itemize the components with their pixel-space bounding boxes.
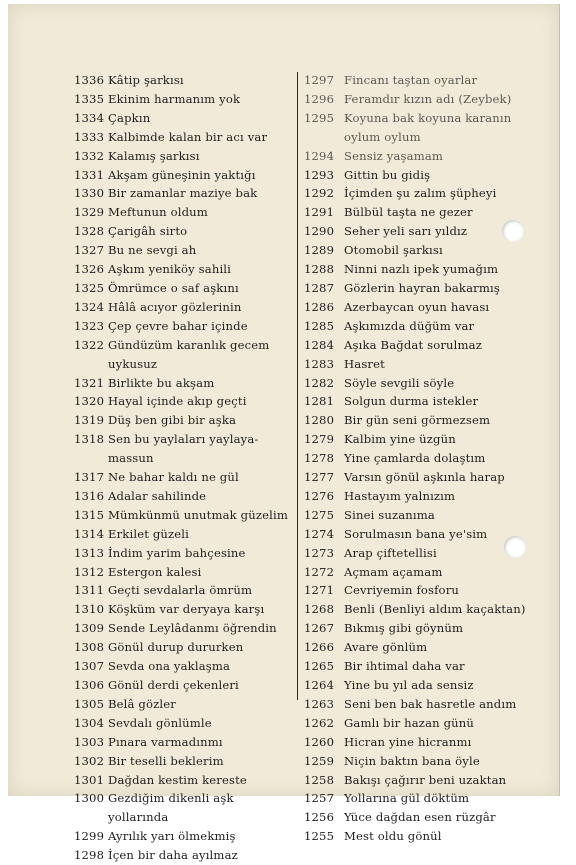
list-entry [74, 468, 296, 487]
entry-number: 1299 [74, 829, 105, 844]
entry-title: Düş ben gibi bir aşka [108, 413, 237, 428]
entry-number: 1329 [74, 205, 105, 220]
entry-title: Arap çiftetellisi [344, 545, 437, 560]
list-entry [304, 336, 546, 355]
list-entry [74, 166, 296, 185]
list-entry [74, 279, 296, 298]
list-entry [304, 241, 546, 260]
list-entry [74, 203, 296, 222]
list-entry [304, 733, 546, 752]
list-entry [304, 430, 546, 449]
entry-title: Mümkünmü unutmak güzelim [108, 507, 288, 522]
entry-title: Seni ben bak hasretle andım [344, 696, 517, 711]
list-entry [74, 563, 296, 582]
entry-number: 1288 [304, 262, 335, 277]
entry-title: Bakışı çağırır beni uzaktan [344, 772, 507, 787]
list-entry [74, 733, 296, 752]
entry-number: 1265 [304, 659, 335, 674]
list-entry [304, 260, 546, 279]
entry-title: İçen bir daha ayılmaz [108, 848, 238, 863]
entry-number: 1263 [304, 696, 335, 711]
entry-title: Erkilet güzeli [108, 526, 190, 541]
entry-title: Estergon kalesi [108, 564, 202, 579]
entry-number: 1311 [74, 583, 105, 598]
list-entry [74, 619, 296, 638]
entry-number: 1281 [304, 394, 335, 409]
entry-number: 1266 [304, 640, 335, 655]
list-entry [74, 241, 296, 260]
entry-number: 1305 [74, 696, 105, 711]
entry-title: Aşıka Bağdat sorulmaz [344, 337, 482, 352]
entry-number: 1319 [74, 413, 105, 428]
entry-title: Sorulmasın bana ye'sim [344, 526, 488, 541]
entry-number: 1316 [74, 488, 105, 503]
entry-title: Bir ihtimal daha var [344, 659, 465, 674]
list-entry [304, 166, 546, 185]
list-entry [74, 657, 296, 676]
entry-number: 1260 [304, 734, 335, 749]
entry-title: Bülbül taşta ne gezer [344, 205, 473, 220]
entry-number: 1317 [74, 470, 105, 485]
list-entry [304, 374, 546, 393]
entry-title: Hasret [344, 356, 385, 371]
column-divider [297, 72, 298, 700]
entry-number: 1335 [74, 91, 105, 106]
entry-number: 1295 [304, 110, 335, 125]
entry-title: İndim yarim bahçesine [108, 545, 246, 560]
entry-number: 1271 [304, 583, 335, 598]
entry-number: 1334 [74, 110, 105, 125]
entry-number: 1314 [74, 526, 105, 541]
entry-number: 1300 [74, 791, 105, 806]
entry-title: Çapkın [108, 110, 151, 125]
list-entry [304, 657, 546, 676]
entry-title: Bu ne sevgi ah [108, 243, 197, 258]
entry-title: Hayal içinde akıp geçti [108, 394, 247, 409]
list-entry [74, 846, 296, 865]
list-entry [74, 317, 296, 336]
entry-number: 1268 [304, 602, 335, 617]
entry-title: Gamlı bir hazan günü [344, 715, 474, 730]
list-entry [304, 506, 546, 525]
list-entry [74, 147, 296, 166]
list-entry [304, 581, 546, 600]
entry-number: 1257 [304, 791, 335, 806]
entry-title: Otomobil şarkısı [344, 243, 443, 258]
entry-number: 1285 [304, 318, 335, 333]
list-entry [74, 525, 296, 544]
list-entry [304, 695, 546, 714]
list-entry [74, 392, 296, 411]
entry-number: 1255 [304, 829, 335, 844]
entry-number: 1315 [74, 507, 105, 522]
entry-number: 1328 [74, 224, 105, 239]
list-entry [74, 71, 296, 90]
list-entry [74, 827, 296, 846]
entry-title: Sende Leylâdanmı öğrendin [108, 621, 277, 636]
entry-title: Sevdalı gönlümle [108, 715, 212, 730]
entry-title: Avare gönlüm [344, 640, 428, 655]
entry-title: Ne bahar kaldı ne gül [108, 470, 239, 485]
list-entry [74, 771, 296, 790]
list-entry [304, 392, 546, 411]
entry-title: Yine çamlarda dolaştım [344, 451, 486, 466]
list-entry [74, 128, 296, 147]
entry-title: Sinei suzanıma [344, 507, 435, 522]
entry-title: Aşkım yeniköy sahili [108, 262, 232, 277]
list-entry [74, 430, 296, 468]
list-entry [74, 109, 296, 128]
list-entry [304, 714, 546, 733]
list-entry [304, 827, 546, 846]
entry-number: 1277 [304, 470, 335, 485]
entry-number: 1323 [74, 318, 105, 333]
entry-number: 1332 [74, 148, 105, 163]
entry-number: 1294 [304, 148, 335, 163]
entry-number: 1286 [304, 299, 335, 314]
entry-number: 1297 [304, 73, 335, 87]
list-entry [74, 544, 296, 563]
entry-title: Kalbim yine üzgün [344, 432, 456, 447]
entry-title: İçimden şu zalım şüpheyi [344, 186, 497, 201]
entry-title: Sensiz yaşamam [344, 148, 444, 163]
entry-title: Ekinim harmanım yok [108, 91, 241, 106]
entry-title: Kalamış şarkısı [108, 148, 200, 163]
entry-title: Ömrümce o saf aşkını [108, 280, 239, 295]
entry-number: 1274 [304, 526, 335, 541]
entry-number: 1336 [74, 73, 105, 87]
list-entry [74, 336, 296, 374]
entry-number: 1256 [304, 810, 335, 825]
entry-title: Gönül durup dururken [108, 640, 244, 655]
entry-title: Gönül derdi çekenleri [108, 678, 239, 692]
list-entry [74, 752, 296, 771]
entry-number: 1324 [74, 299, 105, 314]
entry-title: Açmam açamam [344, 564, 443, 579]
list-entry [304, 71, 546, 90]
entry-number: 1262 [304, 715, 335, 730]
entry-title: Çarigâh sirto [108, 224, 188, 239]
entry-number: 1312 [74, 564, 105, 579]
entry-title: Söyle sevgili söyle [344, 375, 455, 390]
entry-number: 1331 [74, 167, 105, 182]
entry-number: 1318 [74, 432, 105, 447]
list-entry [304, 789, 546, 808]
right-column-list [304, 71, 546, 846]
entry-title: Sen bu yaylaları yaylaya-massun [108, 432, 259, 466]
list-entry [74, 581, 296, 600]
list-entry [304, 676, 546, 695]
punch-hole [504, 536, 526, 558]
entry-title: Yüce dağdan esen rüzgâr [344, 810, 496, 825]
entry-number: 1282 [304, 375, 335, 390]
entry-number: 1306 [74, 678, 105, 692]
entry-number: 1267 [304, 621, 335, 636]
entry-title: Benli (Benliyi aldım kaçaktan) [344, 602, 526, 617]
entry-title: Yollarına gül döktüm [344, 791, 470, 806]
list-entry [74, 298, 296, 317]
entry-title: Birlikte bu akşam [108, 375, 215, 390]
entry-title: Gözlerin hayran bakarmış [344, 280, 500, 295]
list-entry [74, 676, 296, 695]
entry-title: Seher yeli sarı yıldız [344, 224, 468, 239]
list-entry [304, 109, 546, 147]
list-entry [304, 298, 546, 317]
entry-number: 1259 [304, 753, 335, 768]
entry-number: 1304 [74, 715, 105, 730]
entry-number: 1302 [74, 753, 105, 768]
entry-title: Sevda ona yaklaşma [108, 659, 231, 674]
entry-number: 1322 [74, 337, 105, 352]
entry-number: 1273 [304, 545, 335, 560]
entry-number: 1264 [304, 678, 335, 692]
entry-title: Çep çevre bahar içinde [108, 318, 248, 333]
entry-number: 1291 [304, 205, 335, 220]
entry-title: Hicran yine hicranmı [344, 734, 472, 749]
list-entry [304, 184, 546, 203]
entry-number: 1330 [74, 186, 105, 201]
punch-hole [502, 220, 524, 242]
entry-number: 1313 [74, 545, 105, 560]
entry-title: Geçti sevdalarla ömrüm [108, 583, 253, 598]
entry-number: 1321 [74, 375, 105, 390]
entry-number: 1307 [74, 659, 105, 674]
entry-number: 1272 [304, 564, 335, 579]
list-entry [74, 260, 296, 279]
list-entry [304, 411, 546, 430]
entry-title: Bıkmış gibi göynüm [344, 621, 464, 636]
entry-title: Aşkımızda düğüm var [344, 318, 475, 333]
entry-number: 1258 [304, 772, 335, 787]
entry-number: 1284 [304, 337, 335, 352]
entry-number: 1326 [74, 262, 105, 277]
list-entry [74, 695, 296, 714]
entry-number: 1278 [304, 451, 335, 466]
entry-title: Ayrılık yarı ölmekmiş [108, 829, 236, 844]
entry-title: Gittin bu gidiş [344, 167, 431, 182]
entry-title: Ninni nazlı ipek yumağım [344, 262, 499, 277]
entry-title: Mest oldu gönül [344, 829, 442, 844]
list-entry [304, 638, 546, 657]
entry-number: 1280 [304, 413, 335, 428]
entry-number: 1279 [304, 432, 335, 447]
entry-title: Gezdiğim dikenli aşk yollarında [108, 791, 234, 825]
list-entry [304, 468, 546, 487]
entry-title: Bir teselli beklerim [108, 753, 224, 768]
list-entry [304, 600, 546, 619]
list-entry [74, 222, 296, 241]
list-entry [304, 355, 546, 374]
entry-number: 1310 [74, 602, 105, 617]
entry-title: Hâlâ acıyor gözlerinin [108, 299, 242, 314]
entry-title: Solgun durma istekler [344, 394, 479, 409]
list-entry [74, 184, 296, 203]
entry-number: 1293 [304, 167, 335, 182]
entry-number: 1276 [304, 488, 335, 503]
entry-title: Koyuna bak koyuna karanın oylum oylum [344, 110, 512, 144]
entry-number: 1327 [74, 243, 105, 258]
entry-title: Bir zamanlar maziye bak [108, 186, 258, 201]
entry-title: Azerbaycan oyun havası [344, 299, 490, 314]
list-entry [304, 279, 546, 298]
entry-title: Yine bu yıl ada sensiz [344, 678, 474, 692]
entry-number: 1301 [74, 772, 105, 787]
entry-number: 1303 [74, 734, 105, 749]
left-column-list [74, 71, 296, 865]
list-entry [304, 449, 546, 468]
list-entry [74, 789, 296, 827]
list-entry [304, 317, 546, 336]
entry-number: 1309 [74, 621, 105, 636]
entry-title: Fincanı taştan oyarlar [344, 73, 478, 87]
list-entry [74, 714, 296, 733]
list-entry [304, 771, 546, 790]
list-entry [74, 506, 296, 525]
entry-title: Niçin baktın bana öyle [344, 753, 480, 768]
list-entry [304, 90, 546, 109]
list-entry [74, 638, 296, 657]
entry-title: Akşam güneşinin yaktığı [108, 167, 256, 182]
entry-title: Gündüzüm karanlık gecem uykusuz [108, 337, 270, 371]
entry-title: Köşküm var deryaya karşı [108, 602, 265, 617]
list-entry [304, 808, 546, 827]
entry-number: 1292 [304, 186, 335, 201]
list-entry [74, 374, 296, 393]
entry-title: Meftunun oldum [108, 205, 208, 220]
entry-title: Hastayım yalnızım [344, 488, 456, 503]
entry-title: Kalbimde kalan bir acı var [108, 129, 268, 144]
entry-number: 1289 [304, 243, 335, 258]
entry-title: Dağdan kestim kereste [108, 772, 247, 787]
list-entry [304, 752, 546, 771]
entry-title: Cevriyemin fosforu [344, 583, 459, 598]
list-entry [74, 90, 296, 109]
list-entry [304, 487, 546, 506]
entry-title: Belâ gözler [108, 696, 176, 711]
list-entry [304, 563, 546, 582]
list-entry [74, 487, 296, 506]
entry-title: Varsın gönül aşkınla harap [344, 470, 505, 485]
document-page [8, 4, 560, 863]
list-entry [304, 619, 546, 638]
entry-number: 1290 [304, 224, 335, 239]
entry-number: 1308 [74, 640, 105, 655]
entry-number: 1298 [74, 848, 105, 863]
entry-number: 1296 [304, 91, 335, 106]
entry-title: Kâtip şarkısı [108, 73, 184, 87]
entry-number: 1320 [74, 394, 105, 409]
entry-title: Pınara varmadınmı [108, 734, 223, 749]
list-entry [74, 411, 296, 430]
entry-number: 1333 [74, 129, 105, 144]
entry-title: Adalar sahilinde [108, 488, 207, 503]
entry-title: Feramdır kızın adı (Zeybek) [344, 91, 512, 106]
entry-number: 1325 [74, 280, 105, 295]
list-entry [304, 147, 546, 166]
entry-title: Bir gün seni görmezsem [344, 413, 491, 428]
entry-number: 1283 [304, 356, 335, 371]
list-entry [74, 600, 296, 619]
entry-number: 1287 [304, 280, 335, 295]
entry-number: 1275 [304, 507, 335, 522]
